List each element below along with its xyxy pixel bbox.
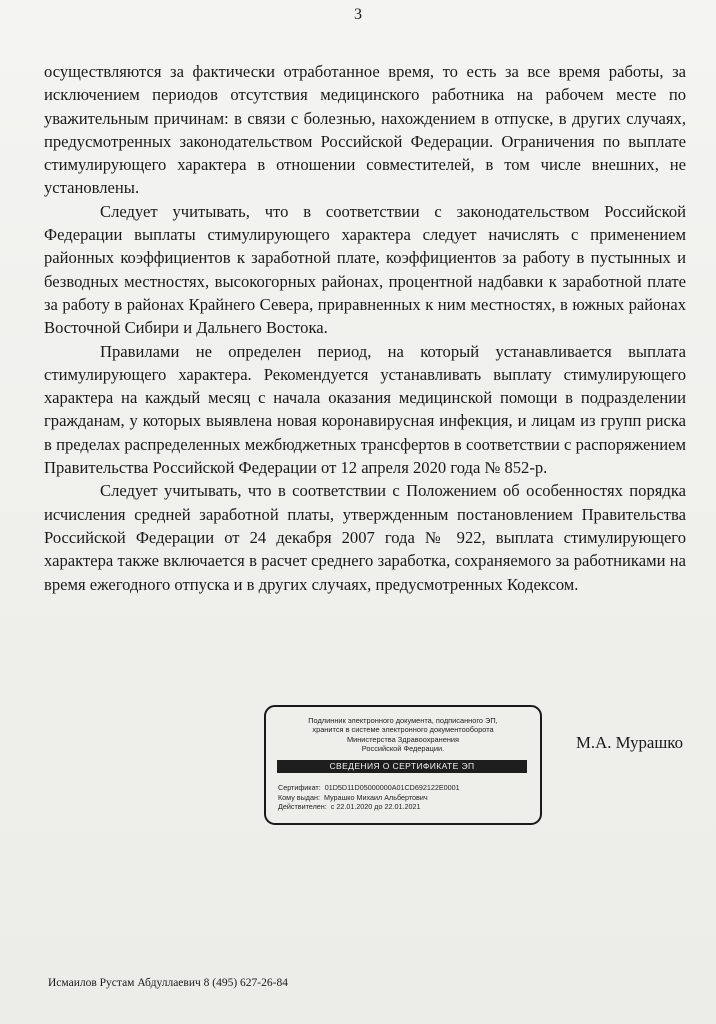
valid-value: с 22.01.2020 до 22.01.2021 [330,802,421,812]
page-number: 3 [354,6,362,23]
stamp-header [276,716,530,754]
letter-body [44,60,686,596]
electronic-signature-stamp [264,705,542,825]
stamp-line: Подлинник электронного документа, подписанного ЭП, [308,716,498,725]
paragraph: Следует учитывать, что в соответствии с законодательством Российской Федерации выплаты стимулирующего характера следует начислять с применением районных коэффициентов к заработной плате, коэффициентов за работу в пустынных и безводных местностях, высокогорных районах, процентной надбавки к заработной плате за работу в районах Крайнего Севера, приравненных к ним местностях, в южных районах Восточной Сибири и Дальнего Востока. [44,201,686,338]
paragraph: осуществляются за фактически отработанное время, то есть за все время работы, за исключением периодов отсутствия медицинского работника на рабочем месте по уважительным причинам: в связи с болезнью, нахождением в отпуске, в других случаях, предусмотренных законодательством Российской Федерации. Ограничения по выплате стимулирующего характера в отношении совместителей, в том числе внешних, не установлены. [44,62,686,198]
stamp-banner: СВЕДЕНИЯ О СЕРТИФИКАТЕ ЭП [277,760,527,773]
valid-row [278,802,528,812]
paragraph: Правилами не определен период, на который устанавливается выплата стимулирующего характера. Рекомендуется устанавливать выплату стимулирующего характера на каждый месяц с начала оказания медицинской помощи в подразделении гражданам, у которых выявлена новая коронавирусная инфекция, и лицам из групп риска в пределах распределенных межбюджетных трансфертов в соответствии с распоряжением Правительства Российской Федерации от 12 апреля 2020 года № 852-р. [44,341,686,478]
executor-footer: Исмаилов Рустам Абдуллаевич 8 (495) 627-26-84 [48,977,288,989]
paragraph: Следует учитывать, что в соответствии с Положением об особенностях порядка исчисления средней заработной платы, утвержденным постановлением Правительства Российской Федерации от 24 декабря 2007 года № 922, выплата стимулирующего характера также включается в расчет среднего заработка, сохраняемого за работниками на время ежегодного отпуска и в других случаях, предусмотренных Кодексом. [44,481,686,594]
stamp-line: хранится в системе электронного документооборота [312,725,494,735]
issued-to-row [278,793,528,803]
certificate-details [278,783,528,812]
certificate-label: Сертификат: [278,783,321,792]
valid-label: Действителен: [278,802,327,812]
signer-name: М.А. Мурашко [576,733,683,752]
issued-to-label: Кому выдан: [278,792,320,802]
certificate-value: 01D5D11D05000000A01CD692122E0001 [324,783,460,792]
stamp-line: Министерства Здравоохранения [346,734,460,744]
stamp-line: Российской Федерации. [361,744,445,754]
certificate-row [278,783,528,793]
issued-to-value: Мурашко Михаил Альбертович [323,792,428,802]
